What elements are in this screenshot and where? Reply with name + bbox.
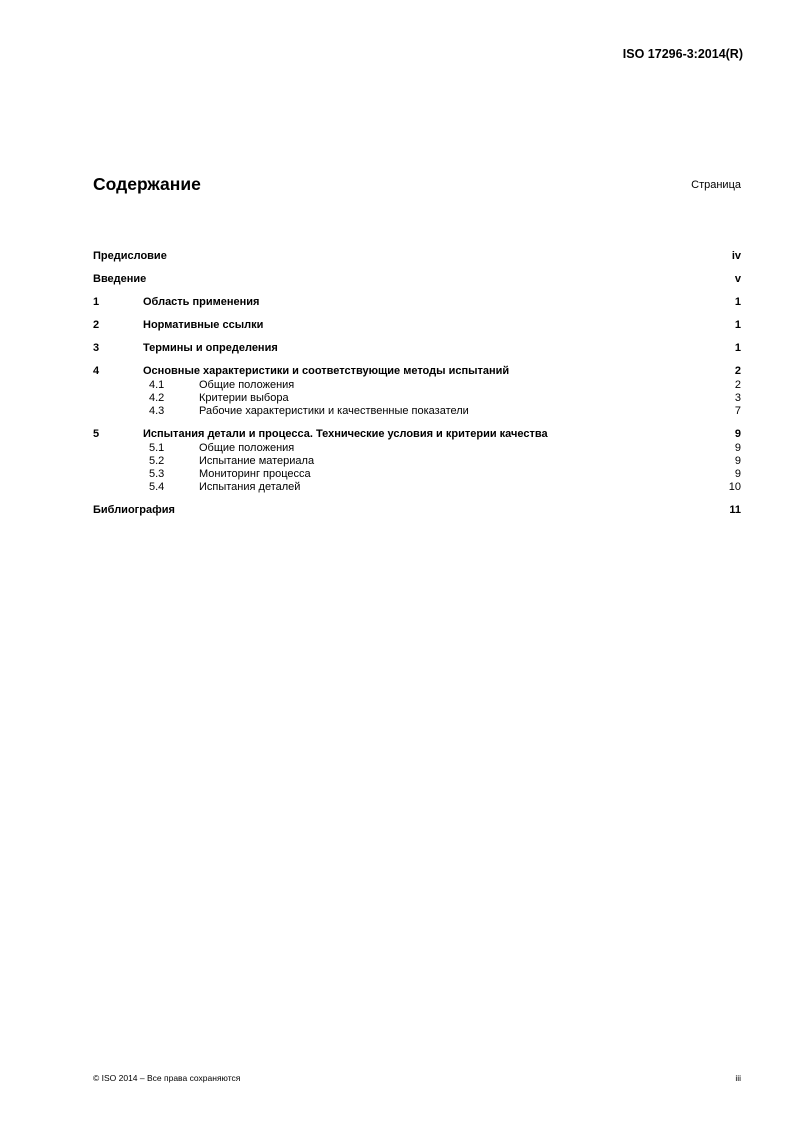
- toc-entry-label: Основные характеристики и соответствующие методы испытаний: [143, 365, 510, 377]
- toc-entry-page: 2: [734, 365, 741, 377]
- toc-entry-page: 10: [728, 481, 741, 493]
- copyright-notice: © ISO 2014 – Все права сохраняются: [93, 1073, 241, 1083]
- toc-entry-number: 2: [93, 319, 100, 331]
- toc-entry-page: iv: [731, 250, 741, 262]
- toc-entry-page: 2: [734, 379, 741, 391]
- toc-entry-page: 1: [734, 296, 741, 308]
- toc-entry-label: Область применения: [143, 296, 260, 308]
- toc-entry-page: v: [734, 273, 741, 285]
- toc-entry-page: 3: [734, 392, 741, 404]
- footer-page-number: iii: [735, 1073, 741, 1083]
- toc-entry-page: 9: [734, 468, 741, 480]
- toc-entry-label: Предисловие: [93, 250, 167, 262]
- toc-entry-number: 4.1: [149, 379, 165, 391]
- toc-entry-page: 9: [734, 428, 741, 440]
- toc-entry-number: 4.2: [149, 392, 165, 404]
- toc-entry-section-5-1[interactable]: [93, 442, 741, 455]
- toc-entry-section-3[interactable]: [93, 342, 741, 355]
- toc-entry-foreword[interactable]: [93, 250, 741, 263]
- toc-title: Содержание: [93, 174, 201, 194]
- toc-entry-number: 4: [93, 365, 100, 377]
- toc-entry-number: 3: [93, 342, 100, 354]
- toc-entry-label: Термины и определения: [143, 342, 278, 354]
- toc-entry-number: 5.3: [149, 468, 165, 480]
- toc-entry-section-5-4[interactable]: [93, 481, 741, 494]
- document-code: ISO 17296-3:2014(R): [622, 47, 743, 61]
- page-column-label: Страница: [691, 179, 741, 191]
- toc-entry-number: 5: [93, 428, 100, 440]
- toc-entry-section-4-1[interactable]: [93, 379, 741, 392]
- toc-entry-label: Испытание материала: [199, 455, 315, 467]
- toc-entry-page: 7: [734, 405, 741, 417]
- toc-entry-page: 1: [734, 319, 741, 331]
- toc-entry-label: Библиография: [93, 504, 175, 516]
- toc-entry-label: Мониторинг процесса: [199, 468, 311, 480]
- toc-entry-page: 11: [729, 504, 741, 516]
- table-of-contents: [93, 250, 741, 527]
- toc-entry-page: 9: [734, 442, 741, 454]
- toc-entry-number: 5.2: [149, 455, 165, 467]
- toc-entry-introduction[interactable]: [93, 273, 741, 286]
- toc-entry-page: 9: [734, 455, 741, 467]
- toc-entry-label: Рабочие характеристики и качественные показатели: [199, 405, 469, 417]
- toc-entry-section-4[interactable]: [93, 365, 741, 378]
- toc-entry-section-5-2[interactable]: [93, 455, 741, 468]
- toc-entry-section-4-3[interactable]: [93, 405, 741, 418]
- toc-entry-number: 4.3: [149, 405, 165, 417]
- toc-entry-label: Критерии выбора: [199, 392, 289, 404]
- toc-entry-page: 1: [734, 342, 741, 354]
- toc-entry-section-5-3[interactable]: [93, 468, 741, 481]
- toc-entry-label: Нормативные ссылки: [143, 319, 264, 331]
- toc-entry-section-2[interactable]: [93, 319, 741, 332]
- toc-entry-number: 1: [93, 296, 100, 308]
- toc-entry-label: Испытания детали и процесса. Технические условия и критерии качества: [143, 428, 548, 440]
- toc-entry-section-4-2[interactable]: [93, 392, 741, 405]
- toc-entry-label: Общие положения: [199, 442, 295, 454]
- toc-entry-label: Испытания деталей: [199, 481, 301, 493]
- toc-entry-label: Введение: [93, 273, 147, 285]
- toc-entry-section-1[interactable]: [93, 296, 741, 309]
- toc-entry-section-5[interactable]: [93, 428, 741, 441]
- toc-entry-number: 5.4: [149, 481, 165, 493]
- toc-entry-bibliography[interactable]: [93, 504, 741, 517]
- toc-entry-number: 5.1: [149, 442, 165, 454]
- toc-entry-label: Общие положения: [199, 379, 295, 391]
